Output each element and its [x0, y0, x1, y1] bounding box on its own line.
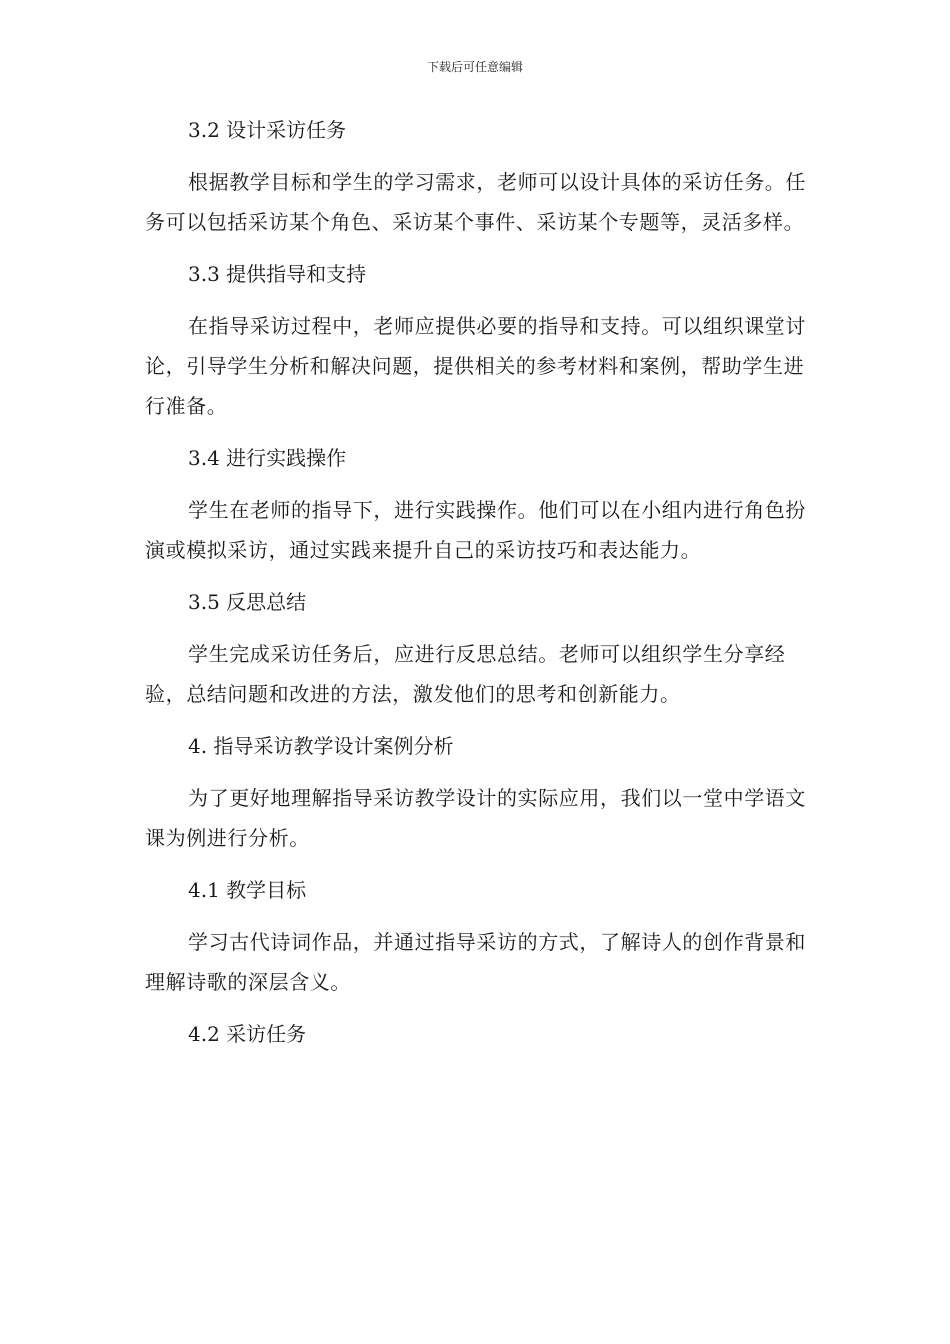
section-heading-3-5: 3.5 反思总结 — [188, 590, 307, 614]
document-body — [145, 112, 810, 1066]
section-heading-3-2: 3.2 设计采访任务 — [188, 118, 347, 142]
section-heading-4-2: 4.2 采访任务 — [188, 1022, 307, 1046]
paragraph-4-1: 学习古代诗词作品，并通过指导采访的方式，了解诗人的创作背景和理解诗歌的深层含义。 — [145, 930, 806, 994]
section-heading-3-4: 3.4 进行实践操作 — [188, 446, 347, 470]
section-heading-3-3: 3.3 提供指导和支持 — [188, 262, 367, 286]
paragraph-4: 为了更好地理解指导采访教学设计的实际应用，我们以一堂中学语文课为例进行分析。 — [145, 786, 806, 850]
paragraph-3-5: 学生完成采访任务后，应进行反思总结。老师可以组织学生分享经验，总结问题和改进的方法，激发他们的思考和创新能力。 — [145, 642, 786, 706]
paragraph-3-4: 学生在老师的指导下，进行实践操作。他们可以在小组内进行角色扮演或模拟采访，通过实践来提升自己的采访技巧和表达能力。 — [145, 498, 806, 562]
section-heading-4: 4. 指导采访教学设计案例分析 — [188, 734, 454, 758]
page-header-note: 下载后可任意编辑 — [426, 60, 523, 74]
paragraph-3-3: 在指导采访过程中，老师应提供必要的指导和支持。可以组织课堂讨论，引导学生分析和解决问题，提供相关的参考材料和案例，帮助学生进行准备。 — [145, 314, 806, 418]
section-heading-4-1: 4.1 教学目标 — [188, 878, 307, 902]
paragraph-3-2: 根据教学目标和学生的学习需求，老师可以设计具体的采访任务。任务可以包括采访某个角色、采访某个事件、采访某个专题等，灵活多样。 — [145, 170, 806, 234]
